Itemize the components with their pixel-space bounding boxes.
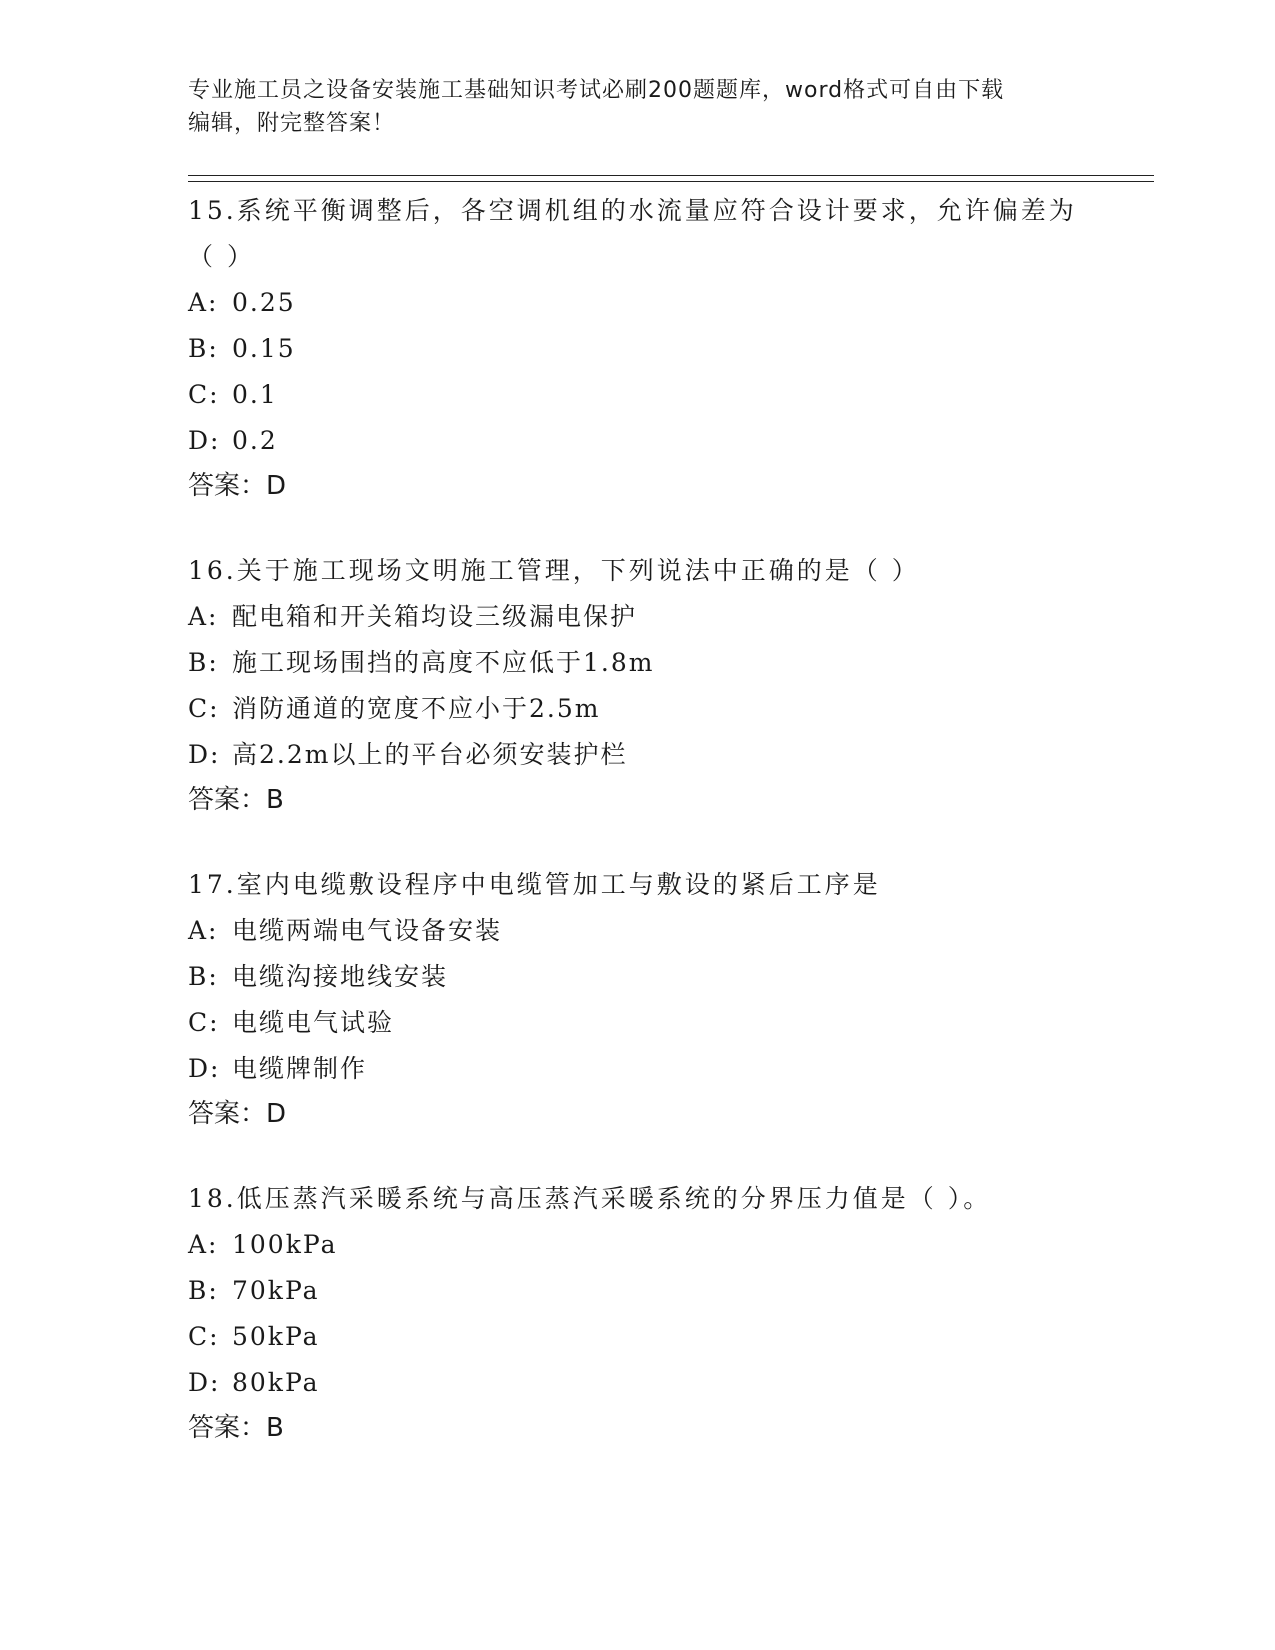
question-17 (188, 862, 1088, 1136)
option-a (188, 594, 1088, 640)
question-list (188, 188, 1088, 1490)
option-a (188, 1222, 1088, 1268)
question-18 (188, 1176, 1088, 1450)
option-text: 配电箱和开关箱均设三级漏电保护 (232, 602, 638, 631)
option-text: 电缆两端电气设备安装 (232, 916, 503, 945)
option-text: 50kPa (232, 1322, 320, 1351)
option-text: 0.15 (232, 334, 296, 363)
option-text: 80kPa (232, 1368, 320, 1397)
option-key: D: (188, 1054, 221, 1083)
option-key: D: (188, 426, 221, 455)
option-text: 电缆牌制作 (232, 1054, 368, 1083)
option-text: 70kPa (232, 1276, 320, 1305)
option-key: D: (188, 1368, 221, 1397)
option-d (188, 732, 1088, 778)
header-divider-bottom (188, 181, 1154, 182)
answer: 答案：D (188, 471, 287, 501)
option-d (188, 1360, 1088, 1406)
option-key: B: (188, 648, 219, 677)
option-text: 电缆电气试验 (232, 1008, 395, 1037)
question-16 (188, 548, 1088, 822)
option-text: 0.25 (232, 288, 296, 317)
question-stem: 18.低压蒸汽采暖系统与高压蒸汽采暖系统的分界压力值是（ ）。 (188, 1184, 992, 1213)
answer: 答案：B (188, 1413, 284, 1443)
question-stem: 17.室内电缆敷设程序中电缆管加工与敷设的紧后工序是 (188, 870, 881, 899)
header-line-1: 专业施工员之设备安装施工基础知识考试必刷200题题库，word格式可自由下载 (188, 78, 1005, 103)
option-b (188, 1268, 1088, 1314)
question-stem: 16.关于施工现场文明施工管理，下列说法中正确的是（ ） (188, 556, 920, 585)
option-text: 消防通道的宽度不应小于2.5m (232, 694, 601, 723)
option-c (188, 372, 1088, 418)
option-key: B: (188, 1276, 219, 1305)
option-key: C: (188, 694, 220, 723)
option-b (188, 326, 1088, 372)
question-stem: 15.系统平衡调整后，各空调机组的水流量应符合设计要求，允许偏差为（ ） (188, 196, 1077, 271)
option-key: B: (188, 334, 219, 363)
question-15 (188, 188, 1088, 508)
option-key: A: (188, 916, 219, 945)
header-line-2: 编辑，附完整答案！ (188, 111, 396, 136)
answer: 答案：D (188, 1099, 287, 1129)
option-a (188, 908, 1088, 954)
option-key: C: (188, 1322, 220, 1351)
option-b (188, 640, 1088, 686)
option-text: 100kPa (232, 1230, 338, 1259)
option-b (188, 954, 1088, 1000)
option-text: 电缆沟接地线安装 (232, 962, 449, 991)
option-c (188, 686, 1088, 732)
option-text: 高2.2m以上的平台必须安装护栏 (232, 740, 628, 769)
option-key: A: (188, 1230, 219, 1259)
option-key: B: (188, 962, 219, 991)
option-text: 施工现场围挡的高度不应低于1.8m (232, 648, 655, 677)
document-header (188, 74, 1088, 140)
option-key: C: (188, 1008, 220, 1037)
option-key: C: (188, 380, 220, 409)
option-d (188, 418, 1088, 464)
option-d (188, 1046, 1088, 1092)
option-key: A: (188, 602, 219, 631)
option-c (188, 1000, 1088, 1046)
option-a (188, 280, 1088, 326)
option-text: 0.1 (232, 380, 278, 409)
answer: 答案：B (188, 785, 284, 815)
header-divider-top (188, 175, 1154, 176)
option-text: 0.2 (232, 426, 278, 455)
option-key: A: (188, 288, 219, 317)
option-key: D: (188, 740, 221, 769)
option-c (188, 1314, 1088, 1360)
